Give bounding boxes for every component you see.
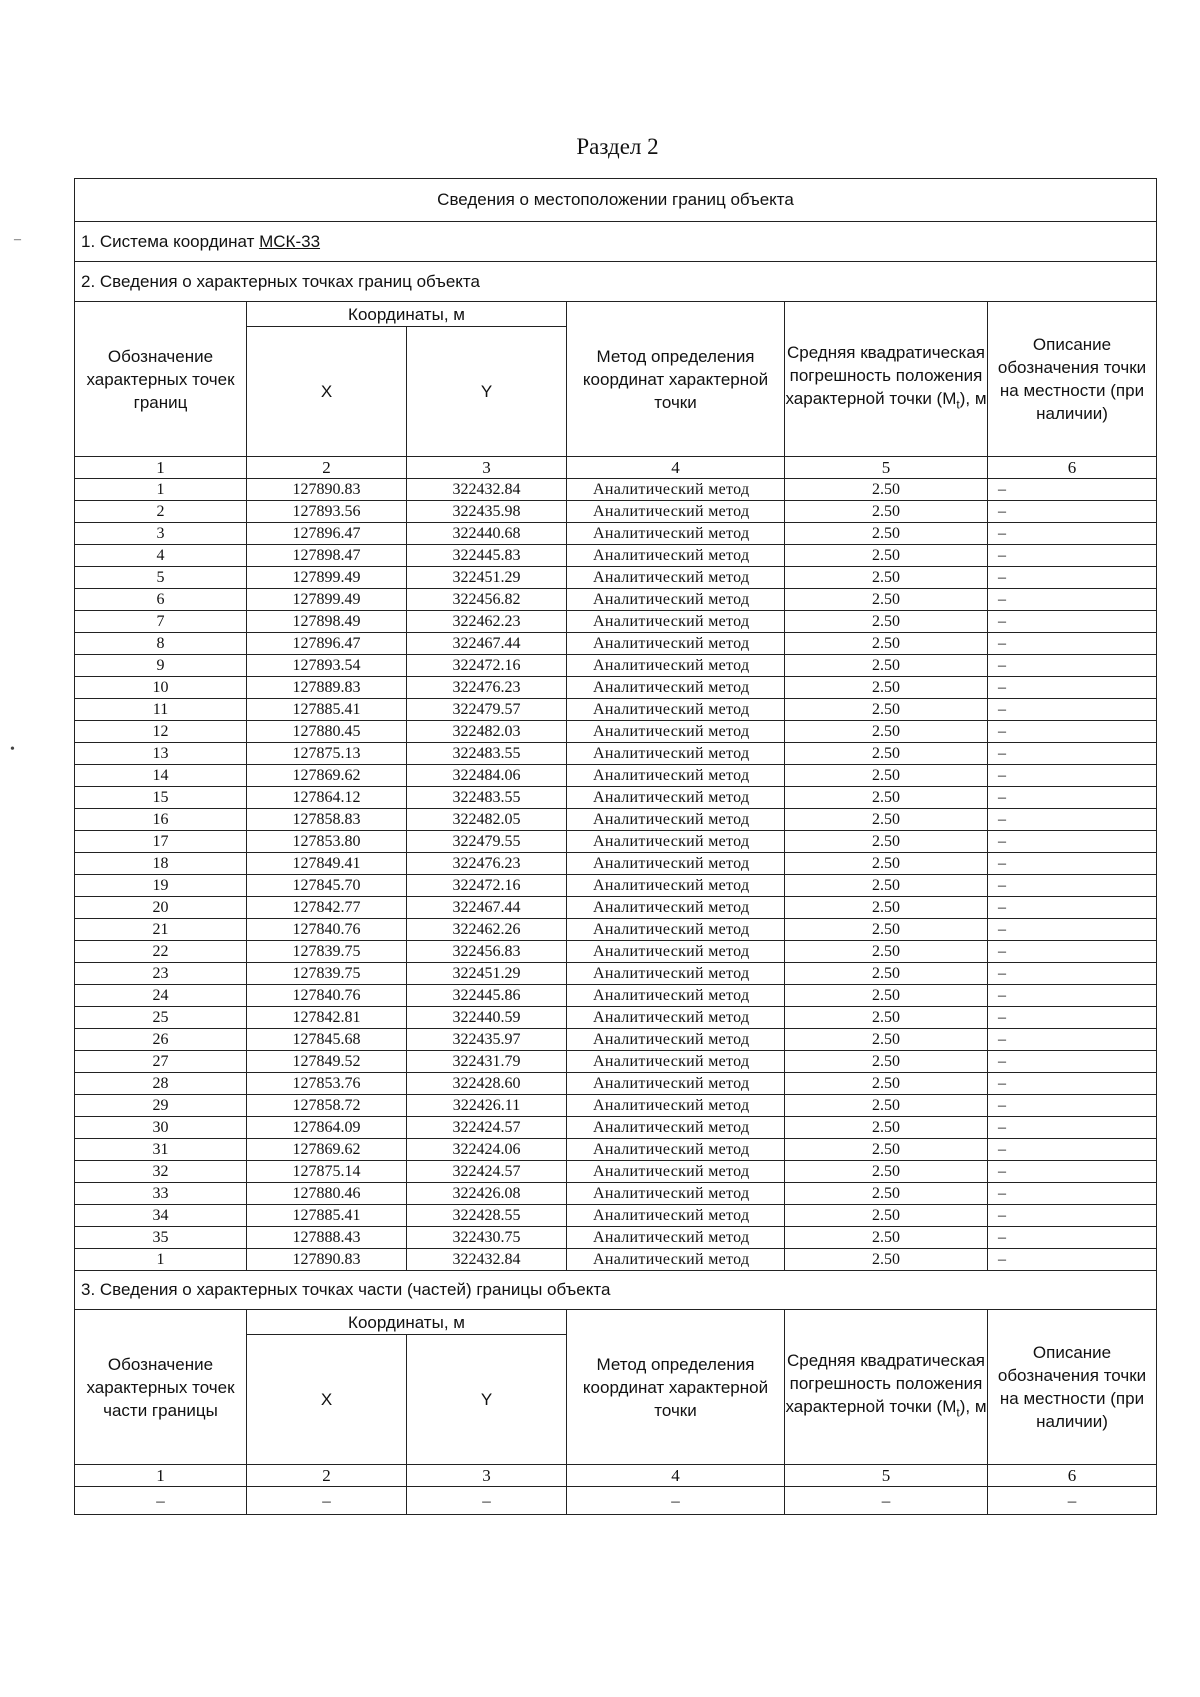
header-part-y: Y <box>407 1335 567 1465</box>
point-x: 127858.72 <box>247 1095 407 1117</box>
point-description: – <box>988 1073 1157 1095</box>
header-designation: Обозначение характерных точек границ <box>75 302 247 457</box>
point-number: 6 <box>75 589 247 611</box>
header-part-method: Метод определения координат характерной точки <box>567 1310 785 1465</box>
point-method: Аналитический метод <box>567 721 785 743</box>
section-3-label: 3. Сведения о характерных точках части (частей) границы объекта <box>75 1271 1157 1310</box>
point-y: 322482.05 <box>407 809 567 831</box>
point-description: – <box>988 1139 1157 1161</box>
point-description: – <box>988 1051 1157 1073</box>
point-number: 19 <box>75 875 247 897</box>
point-y: 322479.55 <box>407 831 567 853</box>
table-row <box>75 721 1157 743</box>
point-number: 34 <box>75 1205 247 1227</box>
header-coordinates: Координаты, м <box>247 302 567 327</box>
table-row <box>75 611 1157 633</box>
point-number: 16 <box>75 809 247 831</box>
scan-margin-mark: • <box>10 742 15 757</box>
column-number: 3 <box>407 457 567 479</box>
point-y: 322430.75 <box>407 1227 567 1249</box>
point-number: 31 <box>75 1139 247 1161</box>
column-numbers-row <box>75 457 1157 479</box>
point-method: Аналитический метод <box>567 699 785 721</box>
point-y: 322445.83 <box>407 545 567 567</box>
point-y: 322435.97 <box>407 1029 567 1051</box>
point-y: 322467.44 <box>407 633 567 655</box>
point-error: 2.50 <box>785 919 988 941</box>
table-row <box>75 523 1157 545</box>
point-description: – <box>988 1249 1157 1271</box>
point-method: Аналитический метод <box>567 743 785 765</box>
table-row <box>75 501 1157 523</box>
point-x: 127898.49 <box>247 611 407 633</box>
point-y: 322424.06 <box>407 1139 567 1161</box>
point-method: Аналитический метод <box>567 1007 785 1029</box>
point-method: Аналитический метод <box>567 1249 785 1271</box>
point-error: 2.50 <box>785 765 988 787</box>
point-number: 11 <box>75 699 247 721</box>
point-method: Аналитический метод <box>567 655 785 677</box>
point-number: 4 <box>75 545 247 567</box>
header-part-x: X <box>247 1335 407 1465</box>
point-number: 25 <box>75 1007 247 1029</box>
header-part-error: Средняя квадратическая погрешность положения характерной точки $(M_t)$, м <box>785 1310 988 1465</box>
point-x: 127853.76 <box>247 1073 407 1095</box>
point-method: Аналитический метод <box>567 765 785 787</box>
point-y: 322445.86 <box>407 985 567 1007</box>
point-error: 2.50 <box>785 743 988 765</box>
point-x: 127893.56 <box>247 501 407 523</box>
point-number: 2 <box>75 501 247 523</box>
point-x: 127869.62 <box>247 765 407 787</box>
point-y: 322424.57 <box>407 1161 567 1183</box>
point-x: 127880.46 <box>247 1183 407 1205</box>
point-x: 127864.09 <box>247 1117 407 1139</box>
point-error: 2.50 <box>785 963 988 985</box>
point-error: 2.50 <box>785 611 988 633</box>
table-row <box>75 985 1157 1007</box>
point-error: 2.50 <box>785 1205 988 1227</box>
point-y: 322440.68 <box>407 523 567 545</box>
point-error: 2.50 <box>785 633 988 655</box>
point-x: 127839.75 <box>247 963 407 985</box>
table-row <box>75 1183 1157 1205</box>
point-error: 2.50 <box>785 479 988 501</box>
point-y: 322472.16 <box>407 655 567 677</box>
point-x: 127858.83 <box>247 809 407 831</box>
point-description: – <box>988 1095 1157 1117</box>
point-x: 127885.41 <box>247 1205 407 1227</box>
point-x: 127845.70 <box>247 875 407 897</box>
part-cell: – <box>75 1487 247 1515</box>
point-description: – <box>988 589 1157 611</box>
table-row <box>75 831 1157 853</box>
point-y: 322456.83 <box>407 941 567 963</box>
point-y: 322435.98 <box>407 501 567 523</box>
point-error: 2.50 <box>785 721 988 743</box>
column-number: 2 <box>247 1465 407 1487</box>
part-cell: – <box>988 1487 1157 1515</box>
point-method: Аналитический метод <box>567 853 785 875</box>
point-description: – <box>988 743 1157 765</box>
point-description: – <box>988 567 1157 589</box>
point-x: 127898.47 <box>247 545 407 567</box>
part-cell: – <box>407 1487 567 1515</box>
table-row <box>75 633 1157 655</box>
point-error: 2.50 <box>785 787 988 809</box>
table-row <box>75 545 1157 567</box>
point-description: – <box>988 897 1157 919</box>
point-y: 322428.55 <box>407 1205 567 1227</box>
point-method: Аналитический метод <box>567 1139 785 1161</box>
point-method: Аналитический метод <box>567 567 785 589</box>
table-row <box>75 1029 1157 1051</box>
part-column-numbers-row <box>75 1465 1157 1487</box>
point-x: 127885.41 <box>247 699 407 721</box>
column-number: 4 <box>567 457 785 479</box>
point-y: 322432.84 <box>407 1249 567 1271</box>
point-method: Аналитический метод <box>567 1095 785 1117</box>
point-x: 127845.68 <box>247 1029 407 1051</box>
point-y: 322484.06 <box>407 765 567 787</box>
point-y: 322462.26 <box>407 919 567 941</box>
point-error: 2.50 <box>785 1007 988 1029</box>
point-y: 322476.23 <box>407 677 567 699</box>
point-x: 127842.77 <box>247 897 407 919</box>
point-number: 32 <box>75 1161 247 1183</box>
point-method: Аналитический метод <box>567 501 785 523</box>
point-x: 127890.83 <box>247 1249 407 1271</box>
point-x: 127880.45 <box>247 721 407 743</box>
point-number: 12 <box>75 721 247 743</box>
point-method: Аналитический метод <box>567 875 785 897</box>
point-description: – <box>988 875 1157 897</box>
point-error: 2.50 <box>785 1073 988 1095</box>
point-method: Аналитический метод <box>567 1117 785 1139</box>
point-method: Аналитический метод <box>567 809 785 831</box>
point-method: Аналитический метод <box>567 545 785 567</box>
column-number: 5 <box>785 457 988 479</box>
point-x: 127840.76 <box>247 985 407 1007</box>
point-error: 2.50 <box>785 523 988 545</box>
point-method: Аналитический метод <box>567 479 785 501</box>
point-number: 10 <box>75 677 247 699</box>
point-x: 127888.43 <box>247 1227 407 1249</box>
point-description: – <box>988 1117 1157 1139</box>
point-y: 322451.29 <box>407 567 567 589</box>
point-number: 30 <box>75 1117 247 1139</box>
point-y: 322426.08 <box>407 1183 567 1205</box>
point-description: – <box>988 1205 1157 1227</box>
point-method: Аналитический метод <box>567 633 785 655</box>
point-number: 17 <box>75 831 247 853</box>
point-description: – <box>988 677 1157 699</box>
point-number: 28 <box>75 1073 247 1095</box>
point-description: – <box>988 699 1157 721</box>
point-number: 9 <box>75 655 247 677</box>
point-error: 2.50 <box>785 589 988 611</box>
point-x: 127839.75 <box>247 941 407 963</box>
point-error: 2.50 <box>785 1249 988 1271</box>
point-error: 2.50 <box>785 897 988 919</box>
point-method: Аналитический метод <box>567 963 785 985</box>
table-row <box>75 1227 1157 1249</box>
point-method: Аналитический метод <box>567 787 785 809</box>
point-x: 127853.80 <box>247 831 407 853</box>
point-x: 127864.12 <box>247 787 407 809</box>
table-row <box>75 919 1157 941</box>
point-description: – <box>988 655 1157 677</box>
point-number: 20 <box>75 897 247 919</box>
header-y: Y <box>407 327 567 457</box>
point-number: 3 <box>75 523 247 545</box>
table-row <box>75 1051 1157 1073</box>
point-description: – <box>988 831 1157 853</box>
part-points-empty-row <box>75 1487 1157 1515</box>
point-error: 2.50 <box>785 809 988 831</box>
point-number: 15 <box>75 787 247 809</box>
point-y: 322472.16 <box>407 875 567 897</box>
point-method: Аналитический метод <box>567 523 785 545</box>
point-x: 127899.49 <box>247 567 407 589</box>
point-number: 23 <box>75 963 247 985</box>
point-x: 127890.83 <box>247 479 407 501</box>
point-number: 8 <box>75 633 247 655</box>
part-cell: – <box>247 1487 407 1515</box>
section-1-label: 1. Система координат <box>81 231 255 251</box>
point-description: – <box>988 523 1157 545</box>
point-y: 322426.11 <box>407 1095 567 1117</box>
table-row <box>75 699 1157 721</box>
point-description: – <box>988 919 1157 941</box>
table-row <box>75 787 1157 809</box>
point-number: 1 <box>75 479 247 501</box>
point-description: – <box>988 545 1157 567</box>
point-method: Аналитический метод <box>567 1051 785 1073</box>
point-method: Аналитический метод <box>567 897 785 919</box>
point-number: 13 <box>75 743 247 765</box>
point-error: 2.50 <box>785 1117 988 1139</box>
point-error: 2.50 <box>785 1161 988 1183</box>
header-description: Описание обозначения точки на местности (при наличии) <box>988 302 1157 457</box>
header-part-designation: Обозначение характерных точек части границы <box>75 1310 247 1465</box>
part-cell: – <box>785 1487 988 1515</box>
table-row <box>75 1205 1157 1227</box>
table-row <box>75 853 1157 875</box>
point-y: 322462.23 <box>407 611 567 633</box>
part-cell: – <box>567 1487 785 1515</box>
point-error: 2.50 <box>785 1095 988 1117</box>
point-x: 127896.47 <box>247 523 407 545</box>
point-method: Аналитический метод <box>567 1029 785 1051</box>
point-description: – <box>988 1183 1157 1205</box>
point-error: 2.50 <box>785 699 988 721</box>
point-error: 2.50 <box>785 501 988 523</box>
point-method: Аналитический метод <box>567 1227 785 1249</box>
table-row <box>75 897 1157 919</box>
point-y: 322456.82 <box>407 589 567 611</box>
point-description: – <box>988 1227 1157 1249</box>
point-y: 322483.55 <box>407 787 567 809</box>
point-method: Аналитический метод <box>567 1205 785 1227</box>
point-error: 2.50 <box>785 1051 988 1073</box>
table-row <box>75 567 1157 589</box>
point-y: 322483.55 <box>407 743 567 765</box>
point-method: Аналитический метод <box>567 941 785 963</box>
point-number: 35 <box>75 1227 247 1249</box>
point-description: – <box>988 963 1157 985</box>
point-x: 127842.81 <box>247 1007 407 1029</box>
column-number: 1 <box>75 457 247 479</box>
point-x: 127869.62 <box>247 1139 407 1161</box>
point-description: – <box>988 985 1157 1007</box>
section-1-coordinate-system <box>75 222 1157 262</box>
column-number: 4 <box>567 1465 785 1487</box>
point-method: Аналитический метод <box>567 919 785 941</box>
table-row <box>75 589 1157 611</box>
table-caption: Сведения о местоположении границ объекта <box>75 179 1157 222</box>
point-y: 322428.60 <box>407 1073 567 1095</box>
point-description: – <box>988 809 1157 831</box>
table-row <box>75 1117 1157 1139</box>
point-method: Аналитический метод <box>567 1073 785 1095</box>
point-number: 24 <box>75 985 247 1007</box>
table-row <box>75 1139 1157 1161</box>
point-error: 2.50 <box>785 677 988 699</box>
column-number: 6 <box>988 1465 1157 1487</box>
point-description: – <box>988 1161 1157 1183</box>
point-error: 2.50 <box>785 875 988 897</box>
point-y: 322432.84 <box>407 479 567 501</box>
point-y: 322451.29 <box>407 963 567 985</box>
point-method: Аналитический метод <box>567 831 785 853</box>
point-number: 21 <box>75 919 247 941</box>
table-row <box>75 479 1157 501</box>
point-error: 2.50 <box>785 1227 988 1249</box>
point-number: 1 <box>75 1249 247 1271</box>
point-description: – <box>988 501 1157 523</box>
table-row <box>75 1095 1157 1117</box>
point-description: – <box>988 611 1157 633</box>
table-row <box>75 1249 1157 1271</box>
table-row <box>75 809 1157 831</box>
point-description: – <box>988 765 1157 787</box>
point-x: 127849.52 <box>247 1051 407 1073</box>
column-number: 6 <box>988 457 1157 479</box>
point-y: 322482.03 <box>407 721 567 743</box>
point-error: 2.50 <box>785 567 988 589</box>
point-y: 322431.79 <box>407 1051 567 1073</box>
point-method: Аналитический метод <box>567 589 785 611</box>
table-row <box>75 1161 1157 1183</box>
point-x: 127875.14 <box>247 1161 407 1183</box>
point-number: 27 <box>75 1051 247 1073</box>
point-method: Аналитический метод <box>567 611 785 633</box>
point-number: 7 <box>75 611 247 633</box>
section-2-label: 2. Сведения о характерных точках границ объекта <box>75 262 1157 302</box>
point-y: 322479.57 <box>407 699 567 721</box>
table-row <box>75 743 1157 765</box>
point-description: – <box>988 721 1157 743</box>
header-method: Метод определения координат характерной точки <box>567 302 785 457</box>
point-description: – <box>988 1029 1157 1051</box>
coordinate-system-value: МСК-33 <box>259 231 321 251</box>
point-method: Аналитический метод <box>567 1161 785 1183</box>
boundary-table <box>74 178 1157 1515</box>
point-error: 2.50 <box>785 985 988 1007</box>
point-y: 322467.44 <box>407 897 567 919</box>
point-x: 127889.83 <box>247 677 407 699</box>
point-x: 127899.49 <box>247 589 407 611</box>
point-description: – <box>988 787 1157 809</box>
point-number: 33 <box>75 1183 247 1205</box>
column-number: 2 <box>247 457 407 479</box>
page-title: Раздел 2 <box>576 134 659 159</box>
table-row <box>75 677 1157 699</box>
point-error: 2.50 <box>785 1029 988 1051</box>
point-x: 127896.47 <box>247 633 407 655</box>
point-method: Аналитический метод <box>567 677 785 699</box>
header-part-description: Описание обозначения точки на местности (при наличии) <box>988 1310 1157 1465</box>
point-description: – <box>988 1007 1157 1029</box>
point-method: Аналитический метод <box>567 985 785 1007</box>
table-row <box>75 963 1157 985</box>
point-number: 5 <box>75 567 247 589</box>
point-y: 322424.57 <box>407 1117 567 1139</box>
point-error: 2.50 <box>785 1183 988 1205</box>
point-x: 127849.41 <box>247 853 407 875</box>
scan-margin-mark: – <box>14 232 21 247</box>
point-number: 29 <box>75 1095 247 1117</box>
point-y: 322440.59 <box>407 1007 567 1029</box>
point-description: – <box>988 853 1157 875</box>
point-error: 2.50 <box>785 941 988 963</box>
point-error: 2.50 <box>785 655 988 677</box>
point-x: 127840.76 <box>247 919 407 941</box>
header-error: Средняя квадратическая погрешность положения характерной точки $(M_t)$, м <box>785 302 988 457</box>
point-description: – <box>988 633 1157 655</box>
point-number: 18 <box>75 853 247 875</box>
point-error: 2.50 <box>785 1139 988 1161</box>
point-description: – <box>988 941 1157 963</box>
table-row <box>75 655 1157 677</box>
point-number: 22 <box>75 941 247 963</box>
point-error: 2.50 <box>785 831 988 853</box>
point-number: 14 <box>75 765 247 787</box>
header-part-coordinates: Координаты, м <box>247 1310 567 1335</box>
table-row <box>75 1007 1157 1029</box>
point-x: 127893.54 <box>247 655 407 677</box>
table-row <box>75 765 1157 787</box>
point-y: 322476.23 <box>407 853 567 875</box>
column-number: 3 <box>407 1465 567 1487</box>
point-x: 127875.13 <box>247 743 407 765</box>
point-number: 26 <box>75 1029 247 1051</box>
header-x: X <box>247 327 407 457</box>
column-number: 5 <box>785 1465 988 1487</box>
point-method: Аналитический метод <box>567 1183 785 1205</box>
point-error: 2.50 <box>785 853 988 875</box>
column-number: 1 <box>75 1465 247 1487</box>
point-description: – <box>988 479 1157 501</box>
point-error: 2.50 <box>785 545 988 567</box>
table-row <box>75 875 1157 897</box>
table-row <box>75 941 1157 963</box>
table-row <box>75 1073 1157 1095</box>
